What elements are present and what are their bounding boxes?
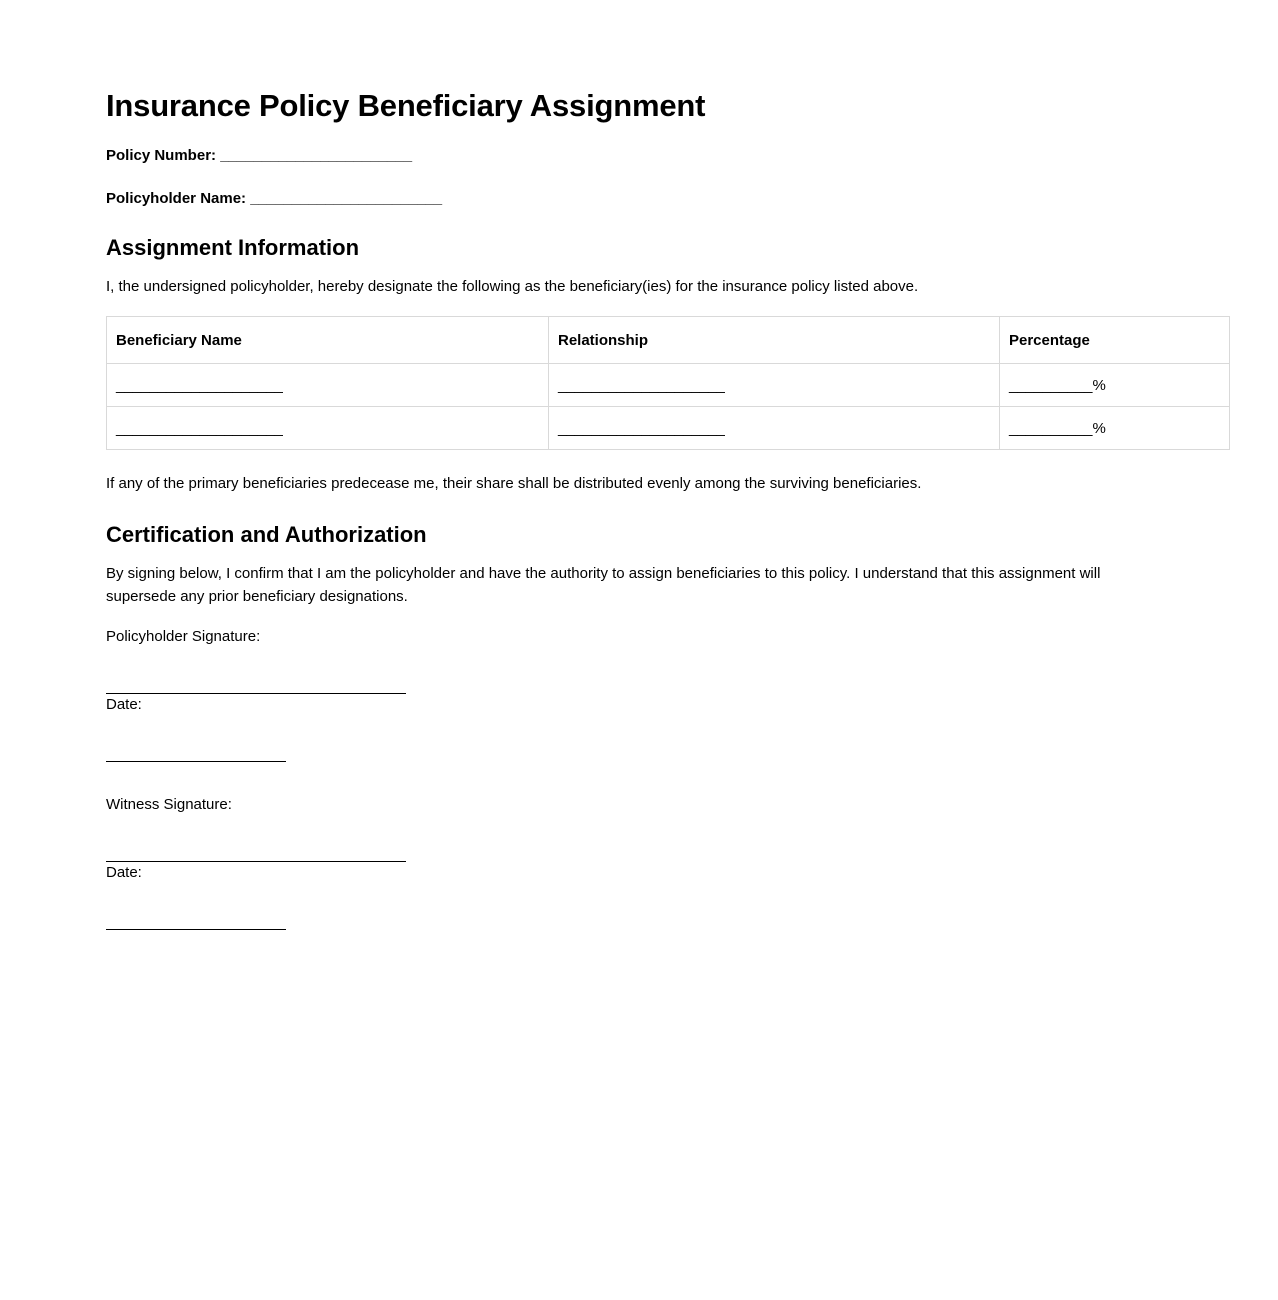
policyholder-name-field	[106, 189, 1172, 209]
witness-signature-label: Witness Signature:	[106, 796, 232, 814]
table-header-row	[107, 317, 1230, 364]
page-title: Insurance Policy Beneficiary Assignment	[106, 88, 706, 123]
policy-number-label: Policy Number:	[106, 146, 217, 164]
policyholder-date-label: Date:	[106, 696, 142, 714]
witness-signature-block	[106, 794, 1172, 930]
percentage-blank-1[interactable]: __________	[1009, 376, 1093, 394]
column-header-beneficiary-name: Beneficiary Name	[107, 317, 549, 364]
signature-block-spacer	[106, 762, 1172, 778]
policyholder-signature-label: Policyholder Signature:	[106, 628, 261, 646]
relationship-blank-2[interactable]: ____________________	[558, 419, 725, 437]
percentage-blank-2[interactable]: __________	[1009, 419, 1093, 437]
percentage-cell[interactable]	[1000, 364, 1230, 407]
witness-date-line[interactable]	[106, 929, 286, 930]
beneficiary-name-blank-2[interactable]: ____________________	[116, 419, 283, 437]
policyholder-signature-block	[106, 626, 1172, 762]
relationship-cell[interactable]	[549, 407, 1000, 450]
policyholder-name-input-blank[interactable]: _______________________	[250, 190, 443, 208]
relationship-blank-1[interactable]: ____________________	[558, 376, 725, 394]
assignment-information-heading: Assignment Information	[106, 234, 360, 260]
percent-symbol-1: %	[1092, 376, 1106, 394]
beneficiary-name-cell[interactable]	[107, 364, 549, 407]
table-row	[107, 407, 1230, 450]
relationship-cell[interactable]	[549, 364, 1000, 407]
certification-heading: Certification and Authorization	[106, 521, 427, 547]
table-row	[107, 364, 1230, 407]
survivorship-note: If any of the primary beneficiaries predecease me, their share shall be distributed evenly among the surviving beneficiaries.	[106, 475, 922, 493]
percent-symbol-2: %	[1092, 419, 1106, 437]
witness-date-label: Date:	[106, 864, 142, 882]
policy-number-field	[106, 146, 1172, 166]
policy-number-input-blank[interactable]: _______________________	[220, 146, 413, 164]
percentage-cell[interactable]	[1000, 407, 1230, 450]
assignment-intro-text: I, the undersigned policyholder, hereby designate the following as the beneficiary(ies) for the insurance policy listed above.	[106, 278, 919, 296]
certification-statement: By signing below, I confirm that I am the policyholder and have the authority to assign beneficiaries to this policy. I understand that this assignment will supersede any prior beneficiary designations.	[106, 564, 1101, 606]
beneficiary-name-blank-1[interactable]: ____________________	[116, 376, 283, 394]
policyholder-name-label: Policyholder Name:	[106, 190, 247, 208]
column-header-percentage: Percentage	[1000, 317, 1230, 364]
column-header-relationship: Relationship	[549, 317, 1000, 364]
beneficiary-table	[106, 316, 1230, 450]
beneficiary-name-cell[interactable]	[107, 407, 549, 450]
